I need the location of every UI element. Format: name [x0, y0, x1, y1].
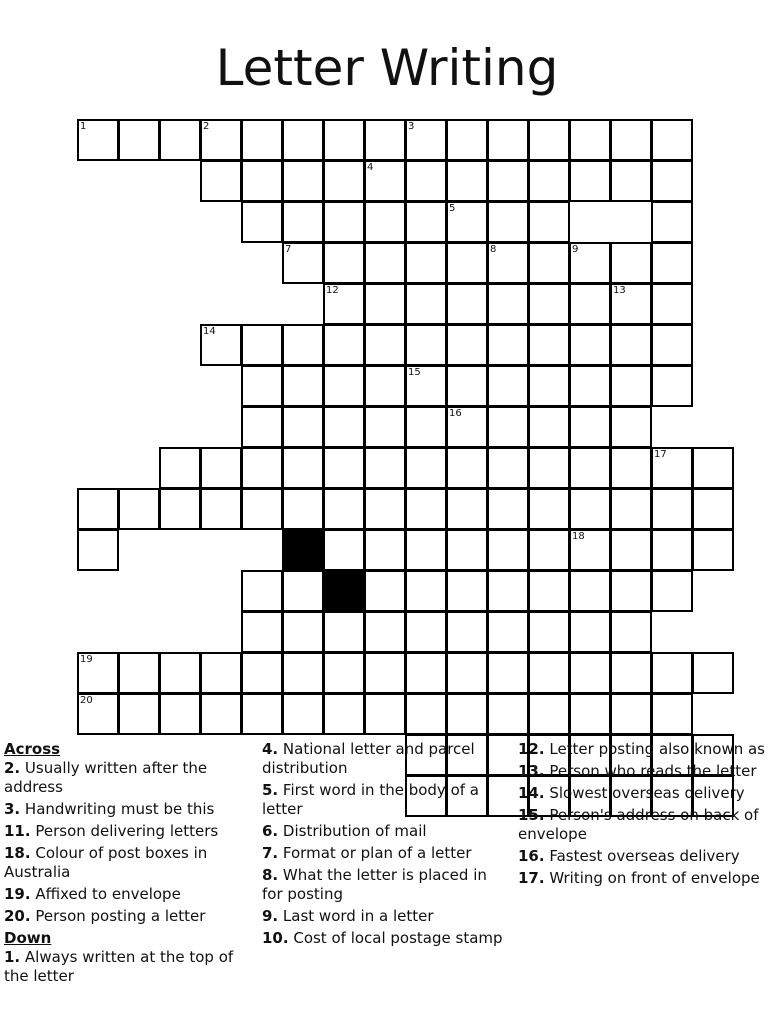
grid-cell[interactable]	[487, 529, 529, 571]
grid-cell[interactable]	[241, 652, 283, 694]
grid-cell[interactable]	[159, 693, 201, 735]
grid-cell[interactable]	[282, 242, 324, 284]
grid-cell[interactable]	[610, 488, 652, 530]
clue-item-text: Person delivering letters	[30, 822, 219, 840]
grid-cell[interactable]	[569, 242, 611, 284]
clue-item	[262, 822, 507, 841]
clue-item-text: Distribution of mail	[278, 822, 427, 840]
grid-cell[interactable]	[364, 488, 406, 530]
grid-cell[interactable]	[446, 611, 488, 653]
grid-cell[interactable]	[405, 693, 447, 735]
grid-cell[interactable]	[200, 119, 242, 161]
clue-item	[4, 822, 249, 841]
clue-item-text: Writing on front of envelope	[544, 869, 760, 887]
grid-cell[interactable]	[446, 119, 488, 161]
grid-cell[interactable]	[446, 242, 488, 284]
grid-cell[interactable]	[241, 324, 283, 366]
clue-item-number: 10.	[262, 929, 289, 947]
grid-cell[interactable]	[487, 447, 529, 489]
grid-cell[interactable]	[405, 324, 447, 366]
grid-cell[interactable]	[569, 693, 611, 735]
clue-item	[4, 800, 249, 819]
grid-cell[interactable]	[405, 119, 447, 161]
clue-item-number: 5.	[262, 781, 279, 799]
grid-cell[interactable]	[446, 160, 488, 202]
grid-cell[interactable]	[323, 693, 365, 735]
grid-cell[interactable]	[200, 324, 242, 366]
grid-cell[interactable]	[446, 283, 488, 325]
clue-item-text: Person's address on back of envelope	[518, 806, 759, 843]
clue-item-number: 18.	[4, 844, 31, 862]
grid-cell[interactable]	[118, 652, 160, 694]
clue-item	[518, 762, 768, 781]
grid-cell[interactable]	[77, 693, 119, 735]
grid-cell[interactable]	[200, 488, 242, 530]
clue-item-text: Slowest overseas delivery	[544, 784, 745, 802]
grid-cell[interactable]	[651, 283, 693, 325]
grid-cell[interactable]	[282, 119, 324, 161]
grid-cell[interactable]	[282, 652, 324, 694]
grid-cell[interactable]	[364, 283, 406, 325]
grid-block	[282, 529, 324, 571]
grid-cell[interactable]	[364, 570, 406, 612]
grid-cell[interactable]	[569, 529, 611, 571]
grid-cell[interactable]	[692, 529, 734, 571]
grid-cell[interactable]	[487, 406, 529, 448]
grid-cell[interactable]	[528, 447, 570, 489]
grid-cell[interactable]	[528, 488, 570, 530]
grid-cell[interactable]	[446, 324, 488, 366]
grid-cell[interactable]	[487, 693, 529, 735]
clue-item	[518, 847, 768, 866]
grid-cell[interactable]	[487, 283, 529, 325]
grid-cell[interactable]	[610, 406, 652, 448]
grid-cell[interactable]	[282, 447, 324, 489]
grid-cell[interactable]	[487, 201, 529, 243]
grid-cell[interactable]	[651, 529, 693, 571]
grid-cell[interactable]	[364, 611, 406, 653]
grid-cell[interactable]	[323, 488, 365, 530]
grid-cell[interactable]	[364, 201, 406, 243]
grid-cell[interactable]	[487, 652, 529, 694]
clue-number: 2	[203, 121, 210, 132]
grid-cell[interactable]	[528, 201, 570, 243]
grid-cell[interactable]	[528, 570, 570, 612]
clue-item-text: What the letter is placed in for posting	[262, 866, 487, 903]
grid-cell[interactable]	[364, 529, 406, 571]
grid-cell[interactable]	[651, 447, 693, 489]
grid-cell[interactable]	[610, 529, 652, 571]
grid-cell[interactable]	[569, 324, 611, 366]
clue-column-2	[262, 740, 507, 951]
grid-cell[interactable]	[569, 365, 611, 407]
grid-cell[interactable]	[528, 160, 570, 202]
grid-cell[interactable]	[651, 365, 693, 407]
clue-item-text: Person who reads the letter	[544, 762, 757, 780]
clue-item-number: 20.	[4, 907, 31, 925]
grid-cell[interactable]	[446, 693, 488, 735]
grid-cell[interactable]	[528, 652, 570, 694]
grid-cell[interactable]	[405, 406, 447, 448]
grid-cell[interactable]	[282, 570, 324, 612]
grid-cell[interactable]	[528, 365, 570, 407]
grid-cell[interactable]	[364, 160, 406, 202]
grid-cell[interactable]	[610, 283, 652, 325]
grid-cell[interactable]	[282, 406, 324, 448]
grid-cell[interactable]	[487, 160, 529, 202]
grid-cell[interactable]	[159, 488, 201, 530]
clue-item	[262, 844, 507, 863]
grid-cell[interactable]	[487, 119, 529, 161]
grid-cell[interactable]	[446, 488, 488, 530]
grid-cell[interactable]	[405, 570, 447, 612]
clue-item-text: National letter and parcel distribution	[262, 740, 475, 777]
clue-item	[518, 869, 768, 888]
grid-cell[interactable]	[118, 693, 160, 735]
clue-item-number: 3.	[4, 800, 21, 818]
clue-item	[4, 844, 249, 882]
clue-number: 19	[80, 654, 93, 665]
grid-cell[interactable]	[528, 119, 570, 161]
grid-cell[interactable]	[323, 160, 365, 202]
clue-item-text: Handwriting must be this	[20, 800, 215, 818]
clue-item-number: 13.	[518, 762, 545, 780]
grid-cell[interactable]	[323, 529, 365, 571]
grid-cell[interactable]	[364, 242, 406, 284]
clue-item-text: Colour of post boxes in Australia	[4, 844, 208, 881]
clue-number: 8	[490, 244, 497, 255]
clue-item-number: 17.	[518, 869, 545, 887]
grid-block	[323, 570, 365, 612]
grid-cell[interactable]	[610, 652, 652, 694]
grid-cell[interactable]	[241, 201, 283, 243]
grid-cell[interactable]	[282, 160, 324, 202]
grid-cell[interactable]	[200, 447, 242, 489]
grid-cell[interactable]	[405, 365, 447, 407]
grid-cell[interactable]	[487, 365, 529, 407]
grid-cell[interactable]	[569, 160, 611, 202]
clue-item	[262, 907, 507, 926]
grid-cell[interactable]	[610, 242, 652, 284]
grid-cell[interactable]	[446, 652, 488, 694]
clue-number: 5	[449, 203, 456, 214]
clue-column-1	[4, 740, 249, 989]
clue-number: 7	[285, 244, 292, 255]
grid-cell[interactable]	[610, 447, 652, 489]
clue-item-text: First word in the body of a letter	[262, 781, 479, 818]
grid-cell[interactable]	[364, 119, 406, 161]
clue-number: 17	[654, 449, 667, 460]
clue-item	[518, 806, 768, 844]
clue-item-number: 4.	[262, 740, 279, 758]
grid-cell[interactable]	[323, 447, 365, 489]
grid-cell[interactable]	[528, 611, 570, 653]
grid-cell[interactable]	[487, 570, 529, 612]
grid-cell[interactable]	[446, 529, 488, 571]
grid-cell[interactable]	[651, 119, 693, 161]
clue-item-number: 1.	[4, 948, 21, 966]
grid-cell[interactable]	[77, 529, 119, 571]
grid-cell[interactable]	[241, 570, 283, 612]
clue-item-text: Last word in a letter	[278, 907, 434, 925]
grid-cell[interactable]	[364, 406, 406, 448]
clue-item	[262, 929, 507, 948]
grid-cell[interactable]	[405, 283, 447, 325]
grid-cell[interactable]	[446, 365, 488, 407]
grid-cell[interactable]	[323, 201, 365, 243]
clue-item-text: Usually written after the address	[4, 759, 208, 796]
clue-number: 9	[572, 244, 579, 255]
clue-item	[4, 885, 249, 904]
grid-cell[interactable]	[241, 160, 283, 202]
clue-item-number: 11.	[4, 822, 31, 840]
grid-cell[interactable]	[487, 324, 529, 366]
grid-cell[interactable]	[323, 611, 365, 653]
grid-cell[interactable]	[323, 324, 365, 366]
clue-item-text: Person posting a letter	[30, 907, 206, 925]
grid-cell[interactable]	[241, 488, 283, 530]
grid-cell[interactable]	[241, 447, 283, 489]
grid-cell[interactable]	[651, 693, 693, 735]
grid-cell[interactable]	[692, 652, 734, 694]
grid-cell[interactable]	[446, 570, 488, 612]
clue-item-text: Fastest overseas delivery	[544, 847, 740, 865]
clue-item-number: 2.	[4, 759, 21, 777]
grid-cell[interactable]	[487, 488, 529, 530]
clue-number: 20	[80, 695, 93, 706]
clue-item	[518, 784, 768, 803]
grid-cell[interactable]	[651, 652, 693, 694]
clue-item	[262, 866, 507, 904]
grid-cell[interactable]	[651, 242, 693, 284]
clue-column-3	[518, 740, 768, 891]
grid-cell[interactable]	[323, 242, 365, 284]
grid-cell[interactable]	[528, 324, 570, 366]
clue-item-text: Always written at the top of the letter	[4, 948, 234, 985]
grid-cell[interactable]	[241, 693, 283, 735]
clue-item-text: Letter posting also known as	[544, 740, 765, 758]
grid-cell[interactable]	[282, 324, 324, 366]
clue-item	[4, 759, 249, 797]
grid-cell[interactable]	[118, 488, 160, 530]
grid-cell[interactable]	[528, 242, 570, 284]
grid-cell[interactable]	[364, 365, 406, 407]
grid-cell[interactable]	[364, 324, 406, 366]
grid-cell[interactable]	[241, 406, 283, 448]
clue-heading-down: Down	[4, 929, 52, 947]
grid-cell[interactable]	[610, 693, 652, 735]
grid-cell[interactable]	[282, 201, 324, 243]
grid-cell[interactable]	[323, 283, 365, 325]
grid-cell[interactable]	[241, 365, 283, 407]
grid-cell[interactable]	[405, 201, 447, 243]
grid-cell[interactable]	[651, 160, 693, 202]
grid-cell[interactable]	[569, 447, 611, 489]
grid-cell[interactable]	[651, 570, 693, 612]
grid-cell[interactable]	[77, 488, 119, 530]
grid-cell[interactable]	[446, 406, 488, 448]
grid-cell[interactable]	[528, 693, 570, 735]
grid-cell[interactable]	[159, 652, 201, 694]
grid-cell[interactable]	[569, 570, 611, 612]
grid-cell[interactable]	[405, 160, 447, 202]
grid-cell[interactable]	[200, 160, 242, 202]
grid-cell[interactable]	[446, 447, 488, 489]
grid-cell[interactable]	[364, 693, 406, 735]
grid-cell[interactable]	[569, 611, 611, 653]
grid-cell[interactable]	[610, 160, 652, 202]
grid-cell[interactable]	[405, 488, 447, 530]
grid-cell[interactable]	[200, 652, 242, 694]
clue-item-number: 12.	[518, 740, 545, 758]
grid-cell[interactable]	[241, 119, 283, 161]
grid-cell[interactable]	[282, 488, 324, 530]
grid-cell[interactable]	[323, 652, 365, 694]
grid-cell[interactable]	[487, 611, 529, 653]
grid-cell[interactable]	[77, 652, 119, 694]
clue-item-number: 7.	[262, 844, 279, 862]
grid-cell[interactable]	[282, 611, 324, 653]
grid-cell[interactable]	[569, 283, 611, 325]
clue-item-number: 19.	[4, 885, 31, 903]
clue-item	[262, 740, 507, 778]
clue-item-number: 16.	[518, 847, 545, 865]
clue-item	[4, 907, 249, 926]
clue-item-text: Format or plan of a letter	[278, 844, 472, 862]
grid-cell[interactable]	[569, 119, 611, 161]
clue-number: 3	[408, 121, 415, 132]
grid-cell[interactable]	[692, 447, 734, 489]
clue-item-text: Affixed to envelope	[30, 885, 181, 903]
grid-cell[interactable]	[569, 652, 611, 694]
clue-item-number: 6.	[262, 822, 279, 840]
grid-cell[interactable]	[159, 119, 201, 161]
grid-cell[interactable]	[610, 570, 652, 612]
clue-item-text: Cost of local postage stamp	[288, 929, 503, 947]
grid-cell[interactable]	[487, 242, 529, 284]
grid-cell[interactable]	[610, 365, 652, 407]
grid-cell[interactable]	[569, 488, 611, 530]
clue-number: 13	[613, 285, 626, 296]
grid-cell[interactable]	[651, 488, 693, 530]
clue-heading-across: Across	[4, 740, 61, 758]
grid-cell[interactable]	[610, 324, 652, 366]
grid-cell[interactable]	[323, 406, 365, 448]
clue-item-number: 14.	[518, 784, 545, 802]
grid-cell[interactable]	[323, 119, 365, 161]
grid-cell[interactable]	[610, 119, 652, 161]
grid-cell[interactable]	[118, 119, 160, 161]
grid-cell[interactable]	[323, 365, 365, 407]
grid-cell[interactable]	[569, 406, 611, 448]
grid-cell[interactable]	[159, 447, 201, 489]
clue-number: 1	[80, 121, 87, 132]
clue-number: 18	[572, 531, 585, 542]
clue-number: 15	[408, 367, 421, 378]
grid-cell[interactable]	[692, 488, 734, 530]
grid-cell[interactable]	[528, 529, 570, 571]
grid-cell[interactable]	[405, 242, 447, 284]
clue-item-number: 8.	[262, 866, 279, 884]
grid-cell[interactable]	[651, 201, 693, 243]
clue-number: 12	[326, 285, 339, 296]
clue-item	[262, 781, 507, 819]
clue-item	[4, 948, 249, 986]
clue-number: 4	[367, 162, 374, 173]
clue-number: 16	[449, 408, 462, 419]
grid-cell[interactable]	[241, 611, 283, 653]
grid-cell[interactable]	[200, 693, 242, 735]
grid-cell[interactable]	[610, 611, 652, 653]
grid-cell[interactable]	[77, 119, 119, 161]
grid-cell[interactable]	[405, 447, 447, 489]
grid-cell[interactable]	[528, 406, 570, 448]
clue-item	[518, 740, 768, 759]
grid-cell[interactable]	[405, 529, 447, 571]
grid-cell[interactable]	[651, 324, 693, 366]
grid-cell[interactable]	[364, 652, 406, 694]
grid-cell[interactable]	[282, 365, 324, 407]
clue-item-number: 15.	[518, 806, 545, 824]
puzzle-title: Letter Writing	[215, 39, 559, 97]
grid-cell[interactable]	[364, 447, 406, 489]
grid-cell[interactable]	[405, 611, 447, 653]
grid-cell[interactable]	[446, 201, 488, 243]
grid-cell[interactable]	[282, 693, 324, 735]
clue-item-number: 9.	[262, 907, 279, 925]
clue-number: 14	[203, 326, 216, 337]
grid-cell[interactable]	[528, 283, 570, 325]
grid-cell[interactable]	[405, 652, 447, 694]
